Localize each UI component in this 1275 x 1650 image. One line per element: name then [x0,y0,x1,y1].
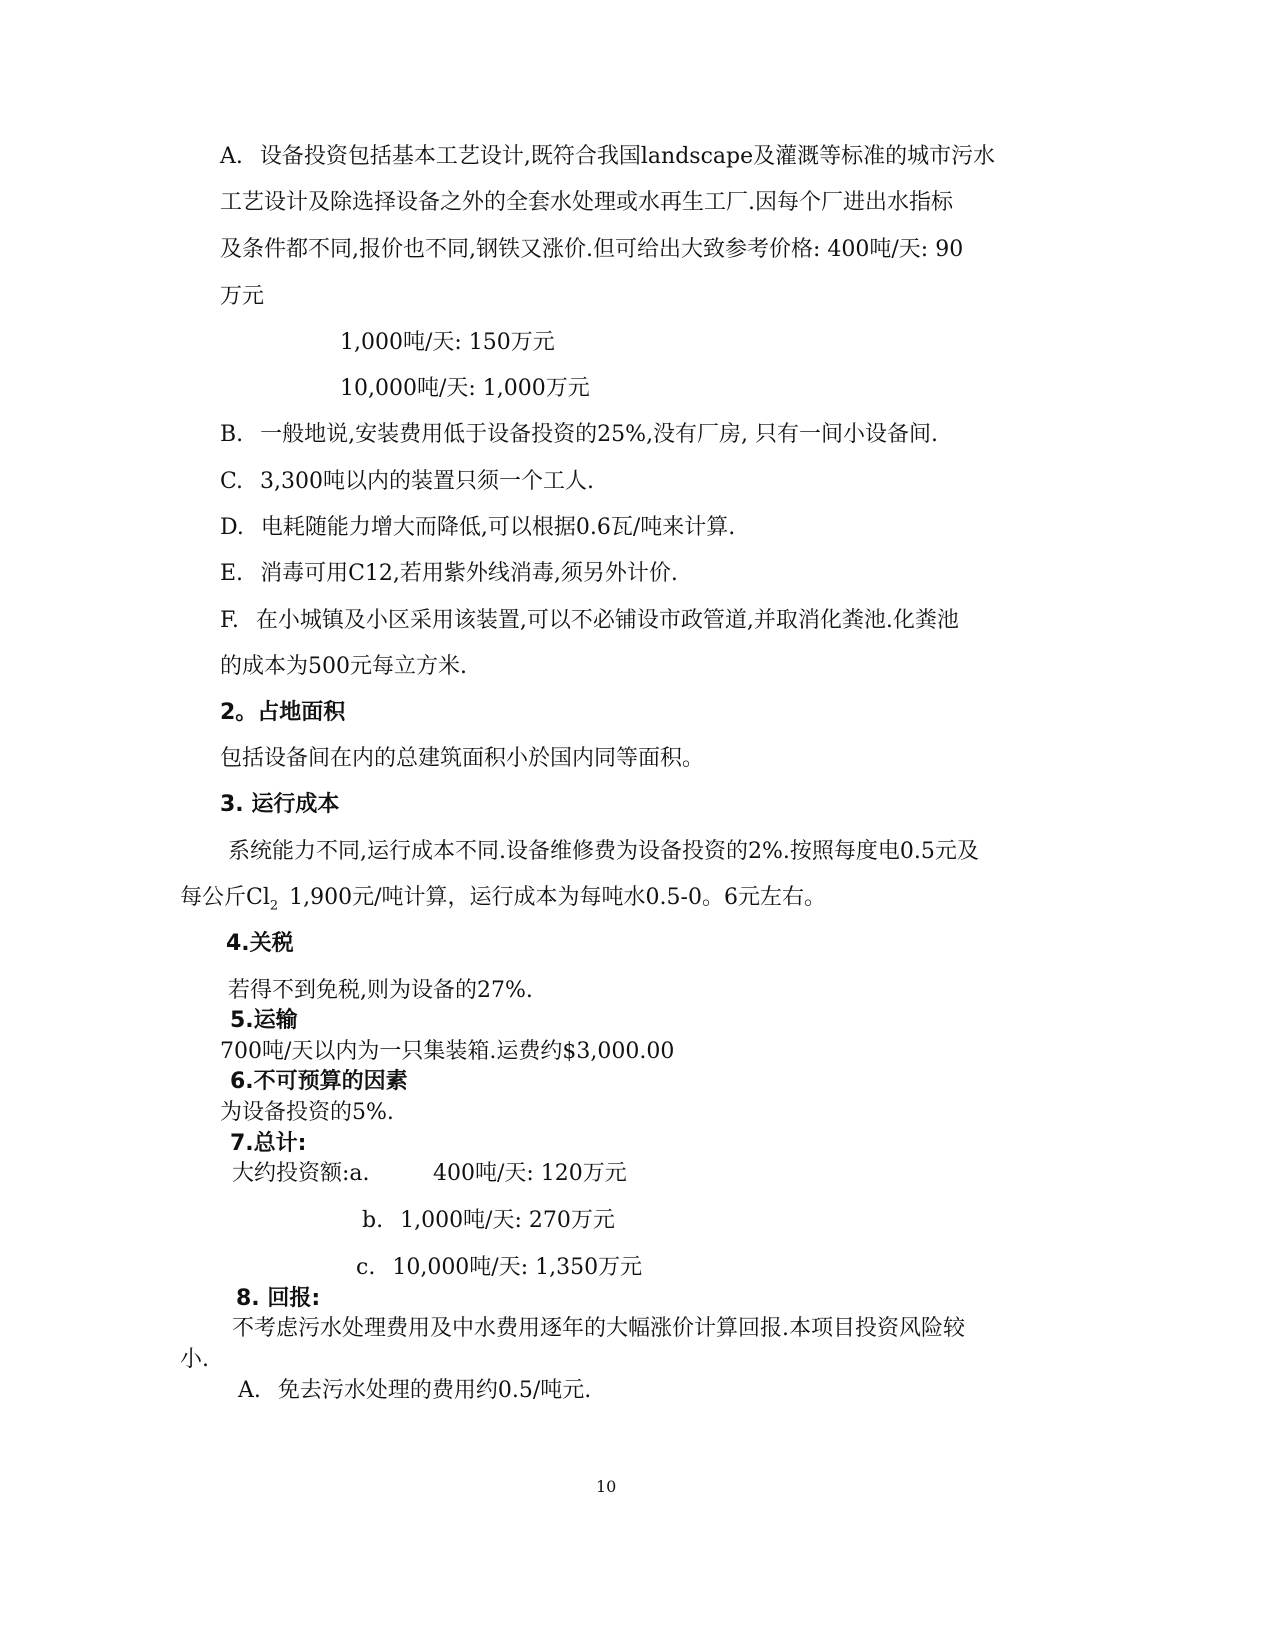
price-1000: 1,000吨/天: 150万元 [340,330,555,355]
item-a-text: 设备投资包括基本工艺设计,既符合我国landscape及灌溉等标准的城市污水 [259,144,996,169]
section-3-line-1: 系统能力不同,运行成本不同.设备维修费为设备投资的2%.按照每度电0.5元及 [228,839,979,864]
item-d-text: 电耗随能力增大而降低,可以根据0.6瓦/吨来计算. [260,515,736,540]
section-3-line-2 [180,883,826,921]
item-a-label: A. [220,144,243,169]
section-2-heading: 2。占地面积 [220,700,346,725]
section-8-item-a-text: 免去污水处理的费用约0.5/吨元. [277,1378,592,1403]
total-b-text: 1,000吨/天: 270万元 [400,1208,615,1233]
total-c-text: 10,000吨/天: 1,350万元 [392,1255,643,1280]
section-8-line-1: 不考虑污水处理费用及中水费用逐年的大幅涨价计算回报.本项目投资风险较 [232,1316,965,1341]
total-b-label: b. [362,1208,384,1233]
item-e-text: 消毒可用C12,若用紫外线消毒,须另外计价. [260,561,678,586]
section-8-item-a [238,1376,591,1406]
total-b [362,1206,615,1236]
item-d [220,513,735,543]
section-3-cl-label: 每公斤Cl [180,885,270,910]
section-4-text: 若得不到免税,则为设备的27%. [228,978,533,1003]
item-b [220,420,938,450]
item-f-label: F. [220,608,239,633]
section-6-text: 为设备投资的5%. [220,1100,394,1125]
total-lead: 大约投资额:a. [232,1161,370,1186]
section-5-text: 700吨/天以内为一只集装箱.运费约$3,000.00 [220,1039,675,1064]
section-3-line-2-text: 1,900元/吨计算，运行成本为每吨水0.5-0。6元左右。 [289,885,826,910]
section-8-line-2: 小. [180,1347,209,1372]
item-c-text: 3,300吨以内的装置只须一个工人. [260,469,595,494]
item-f-line-1 [220,606,959,636]
section-5-heading: 5.运输 [230,1008,298,1033]
section-8-heading: 8. 回报: [236,1286,321,1311]
item-a-line-1 [220,142,995,172]
total-c [356,1253,642,1283]
item-c-label: C. [220,469,244,494]
section-8-item-a-label: A. [238,1378,261,1403]
item-f-text: 在小城镇及小区采用该装置,可以不必铺设市政管道,并取消化粪池.化粪池 [255,608,959,633]
item-e [220,559,678,589]
total-c-label: c. [356,1255,376,1280]
item-f-line-2: 的成本为500元每立方米. [220,654,467,679]
section-3-cl-subscript: 2 [269,898,279,914]
section-7-heading: 7.总计: [230,1131,307,1156]
item-c [220,467,594,497]
section-4-heading: 4.关税 [226,931,294,956]
item-a-line-4: 万元 [220,284,265,309]
page-number: 10 [596,1477,617,1496]
item-b-text: 一般地说,安装费用低于设备投资的25%,没有厂房, 只有一间小设备间. [260,422,939,447]
item-d-label: D. [220,515,244,540]
section-3-heading: 3. 运行成本 [220,792,340,817]
item-b-label: B. [220,422,244,447]
section-6-heading: 6.不可预算的因素 [230,1069,408,1094]
price-10000: 10,000吨/天: 1,000万元 [340,376,590,401]
total-a: 400吨/天: 120万元 [433,1161,627,1186]
section-2-text: 包括设备间在内的总建筑面积小於国内同等面积。 [220,746,705,771]
item-a-line-3: 及条件都不同,报价也不同,钢铁又涨价.但可给出大致参考价格: 400吨/天: 90 [220,237,964,262]
item-a-line-2: 工艺设计及除选择设备之外的全套水处理或水再生工厂.因每个厂进出水指标 [220,190,953,215]
item-e-label: E. [220,561,244,586]
